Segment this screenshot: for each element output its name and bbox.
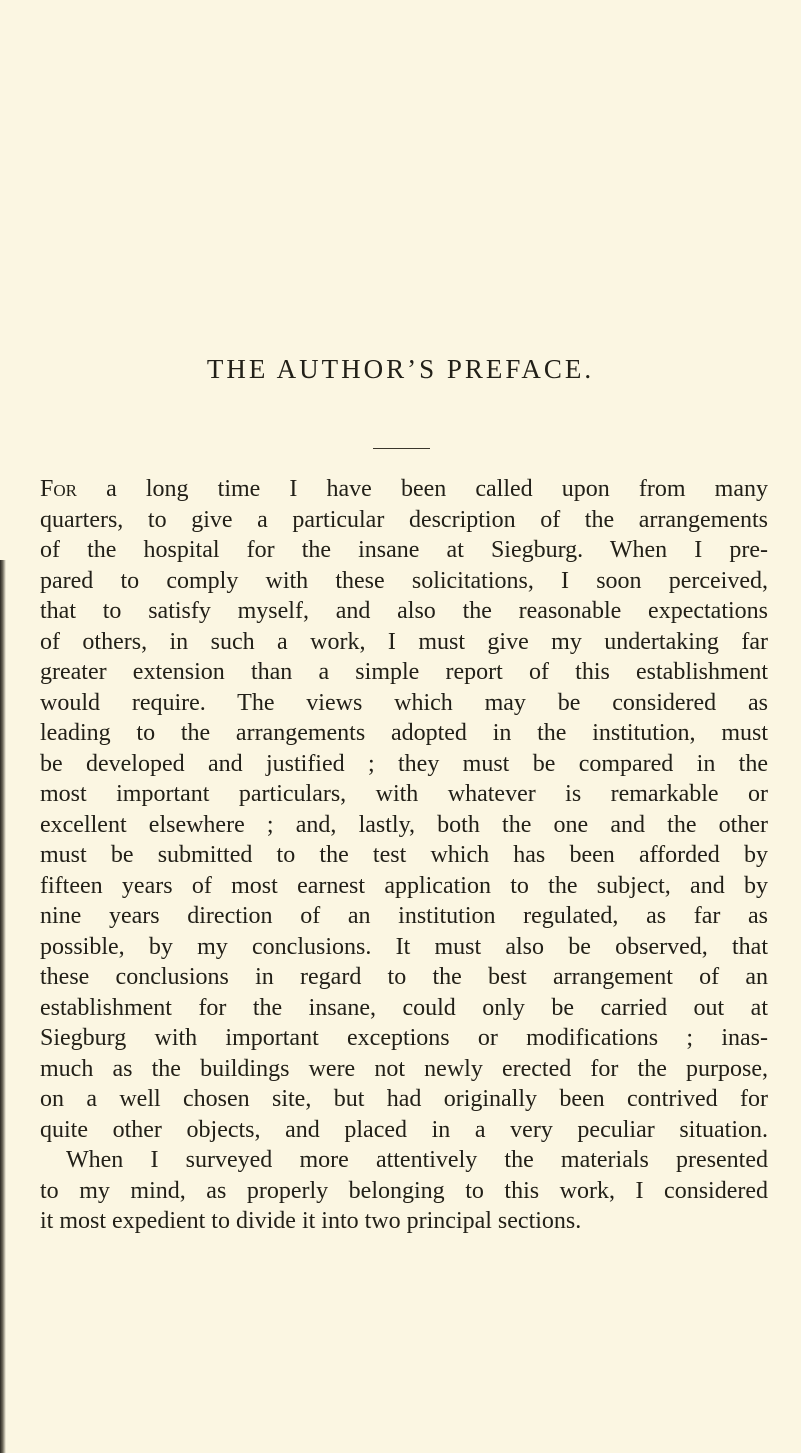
text-line-19: Siegburg with important exceptions or modifications ; inas- [40,1025,768,1051]
text-line-24: to my mind, as properly belonging to this work, I considered [40,1177,768,1204]
text-line-10: be developed and justified ; they must be compared in the [40,750,768,777]
text-line-3: of the hospital for the insane at Siegburg. When I pre- [40,537,768,563]
preface-body [40,474,768,1237]
text-line-12: excellent elsewhere ; and, lastly, both the one and the other [40,811,768,838]
page-edge-shadow [0,560,6,1453]
text-line-7: greater extension than a simple report of this establishment [40,659,768,685]
text-line-16: possible, by my conclusions. It must also be observed, that [40,933,768,960]
text-line-11: most important particulars, with whatever is remarkable or [40,781,768,807]
text-line-21: on a well chosen site, but had originally been contrived for [40,1086,768,1112]
text-line-15: nine years direction of an institution regulated, as far as [40,903,768,929]
text-line-14: fifteen years of most earnest application to the subject, and by [40,872,768,899]
text-line-20: much as the buildings were not newly erected for the purpose, [40,1055,768,1082]
text-line-6: of others, in such a work, I must give my undertaking far [40,628,768,655]
text-line-4: pared to comply with these solicitations, I soon perceived, [40,567,768,594]
lead-word: For [40,476,77,502]
title-rule [373,448,430,449]
text-line-8: would require. The views which may be considered as [40,689,768,716]
text-line-1: For a long time I have been called upon from many [40,476,768,502]
text-line-9: leading to the arrangements adopted in the institution, must [40,720,768,746]
text-line-5: that to satisfy myself, and also the reasonable expectations [40,598,768,624]
text-line-2: quarters, to give a particular description of the arrangements [40,506,768,533]
preface-title: THE AUTHOR’S PREFACE. [206,354,595,384]
text-line-17: these conclusions in regard to the best arrangement of an [40,964,768,990]
text-line-18: establishment for the insane, could only be carried out at [40,994,768,1021]
text-line-13: must be submitted to the test which has been afforded by [40,842,768,868]
text-line-23: When I surveyed more attentively the materials presented [66,1147,768,1173]
text-line-22: quite other objects, and placed in a very peculiar situation. [40,1116,768,1143]
text-line-25: it most expedient to divide it into two principal sections. [40,1208,582,1234]
